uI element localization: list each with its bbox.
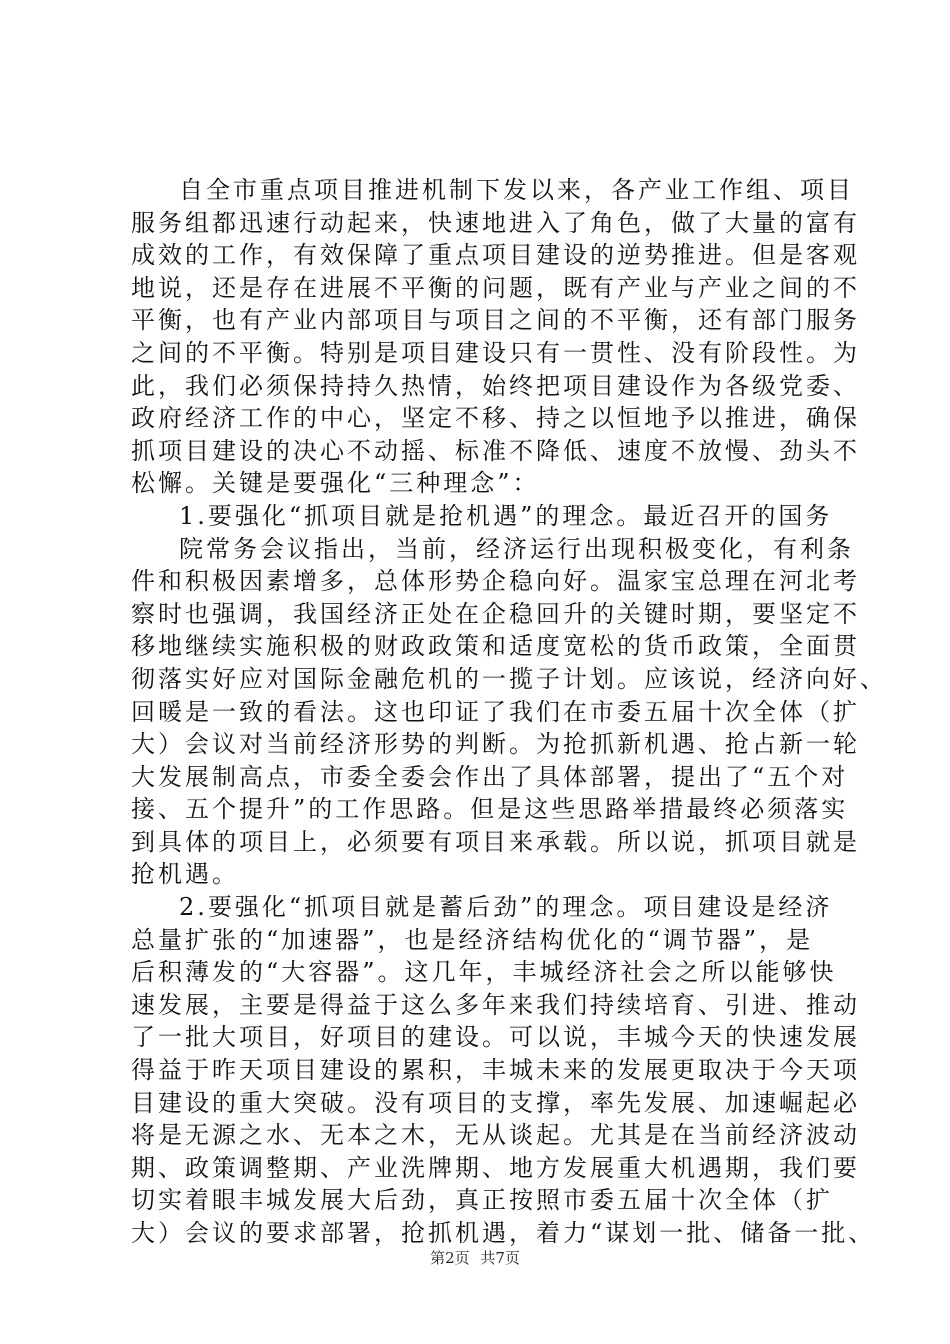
text-line: 将是无源之水、无本之木，无从谈起。尤其是在当前经济波动 [131, 1121, 860, 1150]
text-line: 后积薄发的“大容器”。这几年，丰城经济社会之所以能够快 [131, 958, 837, 987]
text-line: 此，我们必须保持持久热情，始终把项目建设作为各级党委、 [131, 371, 860, 400]
text-line: 回暖是一致的看法。这也印证了我们在市委五届十次全体（扩 [131, 697, 860, 726]
text-line: 抓项目建设的决心不动摇、标准不降低、速度不放慢、劲头不 [131, 436, 860, 465]
text-line: 院常务会议指出，当前，经济运行出现积极变化，有利条 [179, 534, 854, 563]
text-line: 大）会议对当前经济形势的判断。为抢抓新机遇、抢占新一轮 [131, 730, 860, 759]
text-line: 接、五个提升”的工作思路。但是这些思路举措最终必须落实 [131, 795, 849, 824]
text-line: 速发展，主要是得益于这么多年来我们持续培育、引进、推动 [131, 990, 860, 1019]
text-line: 政府经济工作的中心，坚定不移、持之以恒地予以推进，确保 [131, 404, 860, 433]
text-line: 抢机遇。 [131, 860, 239, 889]
text-line: 成效的工作，有效保障了重点项目建设的逆势推进。但是客观 [131, 241, 860, 270]
text-line: 到具体的项目上，必须要有项目来承载。所以说，抓项目就是 [131, 827, 860, 856]
text-line: 大）会议的要求部署，抢抓机遇，着力“谋划一批、储备一批、 [131, 1219, 876, 1247]
text-line: 地说，还是存在进展不平衡的问题，既有产业与产业之间的不 [131, 273, 860, 302]
text-line: 总量扩张的“加速器”，也是经济结构优化的“调节器”，是 [131, 925, 814, 954]
text-line: 彻落实好应对国际金融危机的一揽子计划。应该说，经济向好、 [131, 664, 887, 693]
text-line: 察时也强调，我国经济正处在企稳回升的关键时期，要坚定不 [131, 599, 860, 628]
text-line: 自全市重点项目推进机制下发以来，各产业工作组、项目 [179, 176, 854, 204]
text-line: 大发展制高点，市委全委会作出了具体部署，提出了“五个对 [131, 762, 849, 791]
text-line: 平衡，也有产业内部项目与项目之间的不平衡，还有部门服务 [131, 306, 860, 335]
text-line: 件和积极因素增多，总体形势企稳向好。温家宝总理在河北考 [131, 567, 860, 596]
page-total: 共7页 [480, 1249, 520, 1267]
page-number: 第2页 [430, 1249, 470, 1267]
text-line: 移地继续实施积极的财政政策和适度宽松的货币政策，全面贯 [131, 632, 860, 661]
text-line: 得益于昨天项目建设的累积，丰城未来的发展更取决于今天项 [131, 1056, 860, 1085]
text-line: 松懈。关键是要强化“三种理念”： [131, 469, 540, 498]
text-line: 切实着眼丰城发展大后劲，真正按照市委五届十次全体（扩 [131, 1186, 833, 1215]
text-line: 目建设的重大突破。没有项目的支撑，率先发展、加速崛起必 [131, 1088, 860, 1117]
section-heading-2: 2.要强化“抓项目就是蓄后劲”的理念。项目建设是经济 [179, 893, 833, 922]
text-line: 服务组都迅速行动起来，快速地进入了角色，做了大量的富有 [131, 208, 860, 237]
section-heading-1: 1.要强化“抓项目就是抢机遇”的理念。最近召开的国务 [179, 501, 833, 530]
page-footer [0, 1248, 950, 1268]
text-line: 之间的不平衡。特别是项目建设只有一贯性、没有阶段性。为 [131, 338, 860, 367]
text-line: 了一批大项目，好项目的建设。可以说，丰城今天的快速发展 [131, 1023, 860, 1052]
document-body [131, 174, 887, 1250]
text-line: 期、政策调整期、产业洗牌期、地方发展重大机遇期，我们要 [131, 1153, 860, 1182]
